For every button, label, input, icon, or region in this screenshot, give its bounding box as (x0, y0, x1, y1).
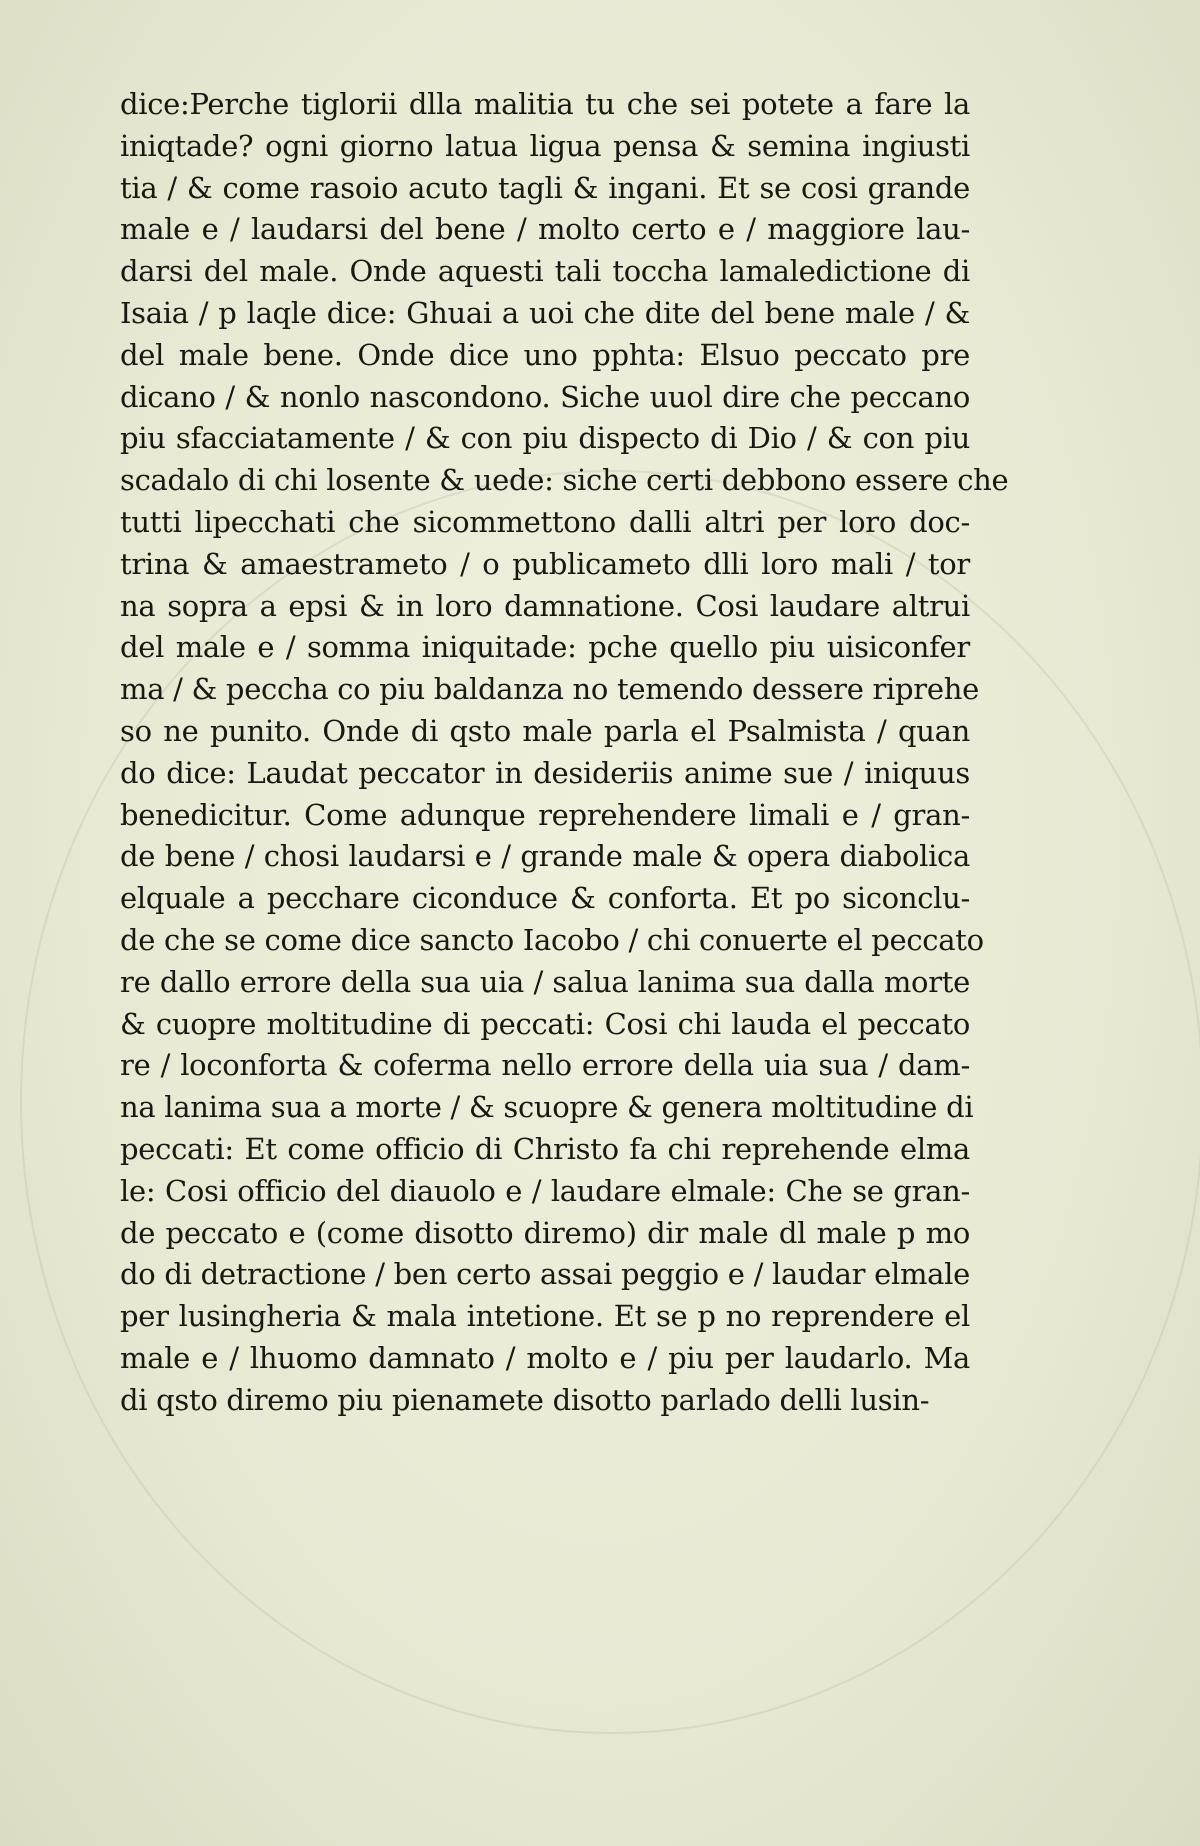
text-line: Isaia / p laqle dice: Ghuai a uoi che dite del bene male / & (120, 295, 970, 330)
text-line: ma / & peccha co piu baldanza no temendo dessere riprehe (120, 672, 979, 707)
text-line: de peccato e (come disotto diremo) dir male dl male p mo (120, 1215, 970, 1250)
text-line: do di detractione / ben certo assai peggio e / laudar elmale (120, 1257, 970, 1292)
text-line: re / loconforta & coferma nello errore della uia sua / dam- (120, 1048, 970, 1083)
text-line: tia / & come rasoio acuto tagli & ingani. Et se cosi grande (120, 170, 970, 205)
text-line: tutti lipecchati che sicommettono dalli altri per loro doc- (120, 504, 970, 539)
text-line: dicano / & nonlo nascondono. Siche uuol dire che peccano (120, 379, 970, 414)
text-line: di qsto diremo piu pienamete disotto parlado delli lusin- (120, 1382, 930, 1417)
text-line: re dallo errore della sua uia / salua lanima sua dalla morte (120, 964, 970, 999)
text-line: so ne punito. Onde di qsto male parla el Psalmista / quan (120, 713, 970, 748)
text-line: elquale a pecchare ciconduce & conforta. Et po siconclu- (120, 881, 970, 916)
text-line: trina & amaestrameto / o publicameto dlli loro mali / tor (120, 546, 970, 581)
text-line: de bene / chosi laudarsi e / grande male & opera diabolica (120, 839, 970, 874)
text-line: & cuopre moltitudine di peccati: Cosi chi lauda el peccato (120, 1006, 970, 1041)
text-line: peccati: Et come officio di Christo fa chi reprehende elma (120, 1131, 970, 1166)
text-line: piu sfacciatamente / & con piu dispecto di Dio / & con piu (120, 421, 970, 456)
text-line: del male bene. Onde dice uno pphta: Elsuo peccato pre (120, 337, 970, 372)
text-line: male e / lhuomo damnato / molto e / piu per laudarlo. Ma (120, 1340, 970, 1375)
text-line: na lanima sua a morte / & scuopre & genera moltitudine di (120, 1090, 974, 1125)
text-line: na sopra a epsi & in loro damnatione. Cosi laudare altrui (120, 588, 970, 623)
text-block (120, 84, 1009, 1422)
text-line: do dice: Laudat peccator in desideriis anime sue / iniquus (120, 755, 970, 790)
text-line: le: Cosi officio del diauolo e / laudare elmale: Che se gran- (120, 1173, 970, 1208)
text-line: male e / laudarsi del bene / molto certo e / maggiore lau- (120, 212, 970, 247)
text-line: benedicitur. Come adunque reprehendere limali e / gran- (120, 797, 970, 832)
text-line: del male e / somma iniquitade: pche quello piu uisiconfer (120, 630, 970, 665)
text-line: scadalo di chi losente & uede: siche certi debbono essere che (120, 463, 1009, 498)
text-line: darsi del male. Onde aquesti tali toccha lamaledictione di (120, 254, 970, 289)
text-line: dice:Perche tiglorii dlla malitia tu che sei potete a fare la (120, 87, 970, 121)
text-line: de che se come dice sancto Iacobo / chi conuerte el peccato (120, 922, 984, 957)
text-line: per lusingheria & mala intetione. Et se p no reprendere el (120, 1299, 970, 1334)
text-line: iniqtade? ogni giorno latua ligua pensa & semina ingiusti (120, 128, 970, 163)
